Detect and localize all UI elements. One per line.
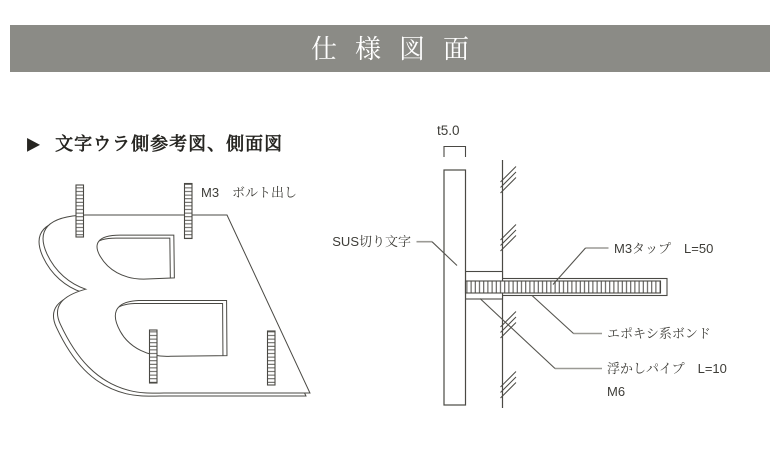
thickness-annotation: t5.0: [437, 123, 460, 138]
thickness-dim-bracket: [444, 147, 466, 158]
bolt-annotation: M3 ボルト出し: [201, 185, 298, 200]
letter-b-shape: [4, 215, 311, 396]
letter-plate-section: [444, 170, 466, 405]
section-title: 文字ウラ側参考図、側面図: [55, 134, 284, 154]
right-triangle-icon: ▶: [27, 133, 41, 153]
threaded-rod: [466, 281, 661, 293]
page-title: 仕様図面: [310, 33, 487, 64]
stud-bolt: [76, 185, 84, 237]
epoxy-annotation: エポキシ系ボンド: [607, 326, 711, 341]
pipe-size-annotation: M6: [607, 383, 626, 399]
letter-b-face: [9, 215, 310, 393]
stud-bolt: [185, 184, 193, 239]
stud-bolt: [150, 330, 158, 383]
material-annotation: SUS切り文字: [332, 234, 411, 249]
tap-annotation: M3タップ L=50: [614, 240, 714, 256]
pipe-annotation: 浮かしパイプ L=10: [607, 361, 727, 376]
stud-bolt: [268, 331, 276, 385]
